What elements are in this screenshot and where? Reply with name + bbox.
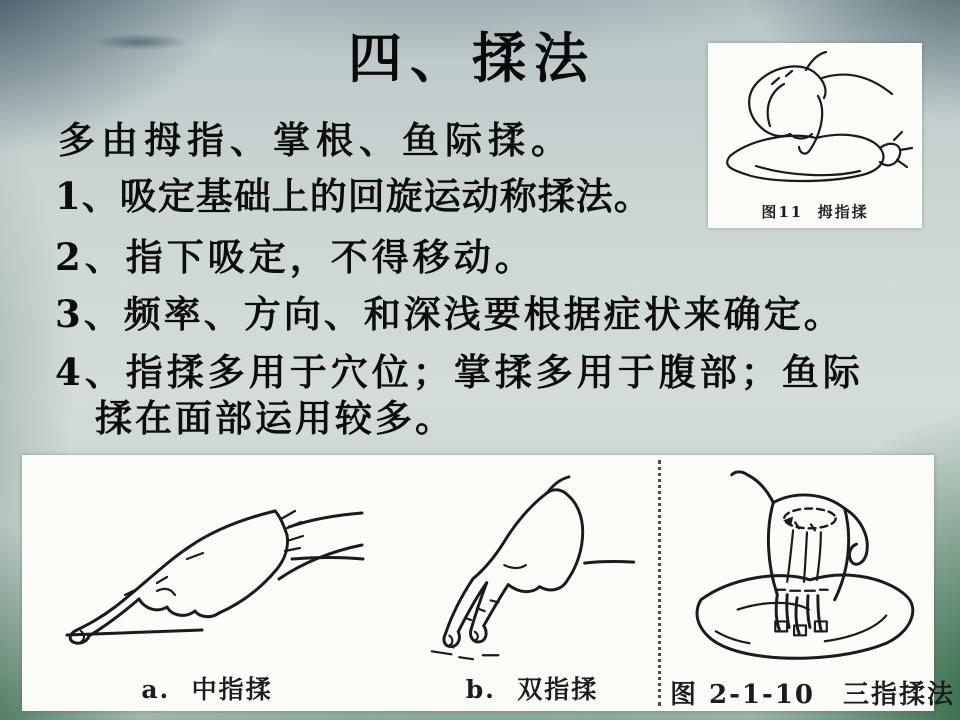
middle-finger-illustration xyxy=(37,467,367,662)
caption-middle-finger: a. 中指揉 xyxy=(141,675,273,704)
double-finger-illustration xyxy=(400,471,640,667)
body-line-2: 1、吸定基础上的回旋运动称揉法。 xyxy=(55,174,652,218)
bottom-figures-panel xyxy=(22,455,955,711)
caption-three-finger: 图 2-1-10 三指揉法 xyxy=(670,680,955,710)
body-line-6: 揉在面部运用较多。 xyxy=(95,396,455,440)
body-line-4: 3、频率、方向、和深浅要根据症状来确定。 xyxy=(55,292,844,336)
slide-title: 四、揉法 xyxy=(348,26,596,90)
body-line-1: 多由拇指、掌根、鱼际揉。 xyxy=(58,118,574,162)
body-line-3: 2、指下吸定，不得移动。 xyxy=(55,235,536,279)
caption-double-finger: b. 双指揉 xyxy=(465,675,599,704)
three-finger-illustration xyxy=(675,461,935,669)
thumb-kneading-illustration xyxy=(712,48,918,196)
dotted-divider xyxy=(658,460,661,706)
figure-thumb-panel xyxy=(708,43,922,228)
body-line-5: 4、指揉多用于穴位；掌揉多用于腹部；鱼际 xyxy=(55,350,864,394)
figure-thumb-caption: 图11 拇指揉 xyxy=(761,203,869,221)
